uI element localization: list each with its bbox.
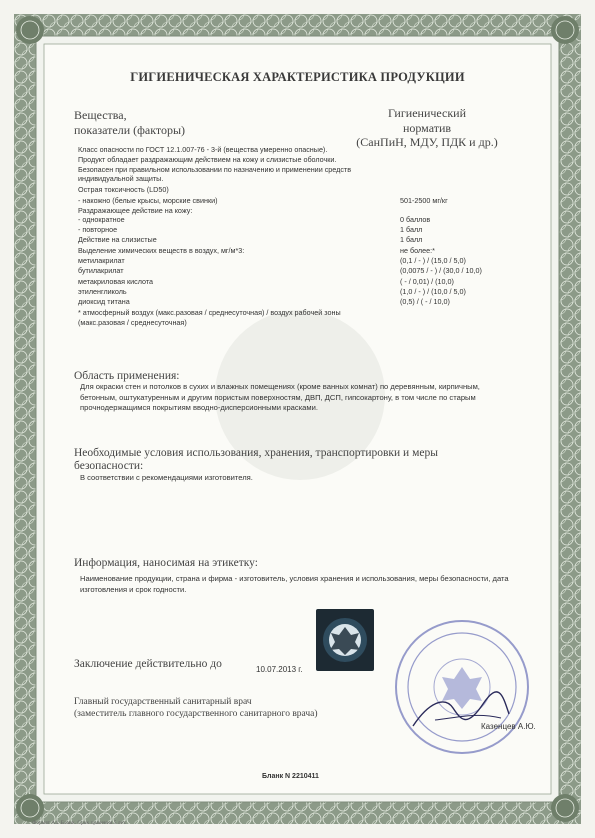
row-value: 501-2500 мг/кг: [400, 196, 448, 205]
row-text: метилакрилат: [78, 256, 125, 265]
row-text: диоксид титана: [78, 297, 130, 306]
row-text: метакриловая кислота: [78, 277, 154, 286]
validity-date: 10.07.2013 г.: [256, 665, 303, 674]
doctor-name: Казенцев А.Ю.: [481, 722, 536, 731]
row-text: Безопасен при правильном использовании по назначению и применении средств: [78, 165, 352, 174]
row-text: Острая токсичность (LD50): [78, 185, 169, 194]
official-stamp: [392, 617, 532, 757]
row-value: (0,1 / - ) / (15,0 / 5,0): [400, 256, 466, 265]
row-text: Выделение химических веществ в воздух, мг/м*3:: [78, 246, 245, 255]
header-substances: [74, 108, 185, 138]
document-title: ГИГИЕНИЧЕСКАЯ ХАРАКТЕРИСТИКА ПРОДУКЦИИ: [130, 70, 465, 84]
header-normative: [352, 106, 502, 150]
header-left-line: Вещества,: [74, 108, 127, 122]
scope-text: Для окраски стен и потолков в сухих и влажных помещениях (кроме ванных комнат) по деревянным, кирпичным, бетонным, оштукатуренным и другим пористым поверхностям, ДВП, ДСП, гипсокартону, в том числе по старым прочнодержащимся покрытиям вводно-дисперсионными красками.: [80, 382, 480, 413]
row-value: ( - / 0,01) / (10,0): [400, 277, 454, 286]
row-value: (1,0 / - ) / (10,0 / 5,0): [400, 287, 466, 296]
hologram-emblem: [316, 609, 374, 671]
row-text: - накожно (белые крысы, морские свинки): [78, 196, 218, 205]
conditions-title-cont: безопасности:: [74, 460, 144, 472]
row-text: Класс опасности по ГОСТ 12.1.007-76 - 3-й (вещества умеренно опасные).: [78, 145, 328, 154]
row-text: - повторное: [78, 225, 118, 234]
row-text: этиленгликоль: [78, 287, 127, 296]
scope-title: Область применения:: [74, 370, 180, 382]
row-text: индивидуальной защиты.: [78, 174, 164, 183]
row-text: Продукт обладает раздражающим действием на кожу и слизистые оболочки.: [78, 155, 337, 164]
validity-label: Заключение действительно до: [74, 658, 222, 670]
row-value: (0,5) / ( - / 10,0): [400, 297, 450, 306]
row-value: 1 балл: [400, 225, 423, 234]
header-right-line: норматив: [402, 120, 452, 135]
label-info-title: Информация, наносимая на этикетку:: [74, 557, 258, 569]
row-text: * атмосферный воздух (макс.разовая / среднесуточная) / воздух рабочей зоны: [78, 308, 341, 317]
row-text: Раздражающее действие на кожу:: [78, 206, 193, 215]
doctor-title-deputy: (заместитель главного государственного санитарного врача): [74, 709, 318, 719]
row-text: - однократное: [78, 215, 125, 224]
conditions-text: В соответствии с рекомендациями изготовителя.: [80, 473, 253, 482]
form-number: Бланк N 2210411: [262, 773, 319, 780]
row-text: бутилакрилат: [78, 266, 124, 275]
row-value: (0,0075 / - ) / (30,0 / 10,0): [400, 266, 482, 275]
header-right-line: (СанПиН, МДУ, ПДК и др.): [356, 135, 498, 149]
row-value: 1 балл: [400, 235, 423, 244]
row-text: (макс.разовая / среднесуточная): [78, 318, 187, 327]
row-value: не более:*: [400, 246, 435, 255]
conditions-title: Необходимые условия использования, хранения, транспортировки и меры: [74, 447, 438, 459]
footer-note: Формат А4. Бланк. Срок хранения 5 лет.: [32, 820, 127, 826]
header-right-line: Гигиенический: [387, 106, 467, 120]
doctor-title: Главный государственный санитарный врач: [74, 697, 252, 707]
row-value: 0 баллов: [400, 215, 431, 224]
header-left-line: показатели (факторы): [74, 123, 186, 137]
label-info-text: Наименование продукции, страна и фирма - изготовитель, условия хранения и использования, меры безопасности, дата изготовления и срок годности.: [80, 574, 509, 594]
row-text: Действие на слизистые: [78, 235, 157, 244]
